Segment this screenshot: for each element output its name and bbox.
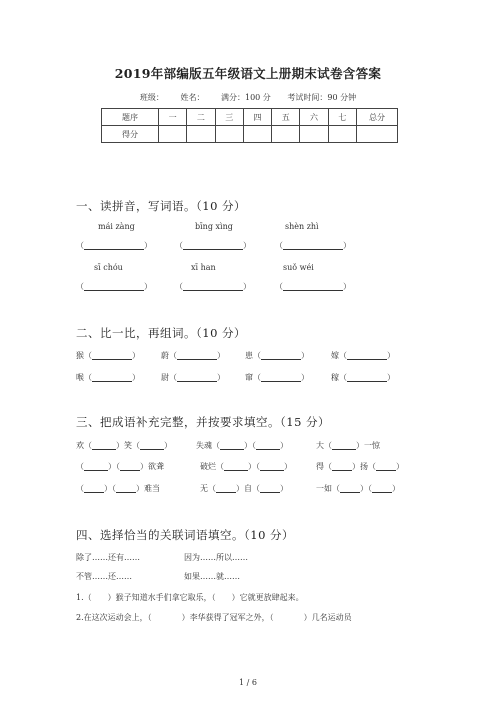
score-cell: 题序 (102, 109, 159, 126)
word-pair-item[interactable]: 稼（ ） (331, 373, 395, 382)
section-3-heading: 三、把成语补充完整，并按要求填空。（15 分） (76, 415, 331, 429)
full-score: 满分：100 分 (221, 93, 271, 102)
section-1-heading: 一、读拼音，写词语。（10 分） (76, 199, 247, 213)
section-4-heading: 四、选择恰当的关联词语填空。（10 分） (76, 528, 295, 542)
idiom-text: 欢 (76, 441, 84, 450)
conjunction-option: 除了……还有…… (76, 553, 140, 562)
word-pair-item[interactable]: 喉（ ） (76, 373, 140, 382)
idiom-item[interactable]: （ ）（ ）欲聋 (76, 462, 164, 471)
score-input-cell[interactable] (187, 126, 215, 143)
question-number: 2. (76, 613, 84, 622)
question-2[interactable]: 2.在这次运动会上，（ ）李华获得了冠军之外，（ ）几名运动员 (76, 613, 352, 622)
idiom-text: 一惊 (364, 441, 380, 450)
word-pair-item[interactable]: 患（ ） (245, 351, 309, 360)
score-input-cell[interactable] (328, 126, 356, 143)
idiom-text: 笑 (124, 441, 132, 450)
score-cell: 四 (243, 109, 271, 126)
word-pair-item[interactable]: 蔚（ ） (161, 351, 225, 360)
page-number: 1 / 6 (239, 678, 257, 687)
char: 窜 (245, 373, 253, 382)
score-cell: 五 (272, 109, 300, 126)
char: 蔚 (161, 351, 169, 360)
char: 猴 (76, 351, 84, 360)
idiom-text: 自 (244, 484, 252, 493)
char: 嫁 (331, 351, 339, 360)
word-pair-item[interactable]: 尉（ ） (161, 373, 225, 382)
question-text: 它就更放肆起来。 (239, 593, 304, 602)
pinyin-label: suǒ wéi (283, 263, 314, 272)
char: 患 (245, 351, 253, 360)
conjunction-option: 如果……就…… (184, 572, 240, 581)
score-input-cell[interactable] (357, 126, 398, 143)
exam-meta (0, 92, 496, 103)
char: 尉 (161, 373, 169, 382)
idiom-item[interactable]: 欢（ ）笑（ ） (76, 441, 172, 450)
answer-blank[interactable]: （ ） (175, 241, 251, 250)
question-text: 几名运动员 (311, 613, 352, 622)
word-pair-item[interactable]: 猴（ ） (76, 351, 140, 360)
section-2-heading: 二、比一比，再组词。（10 分） (76, 326, 247, 340)
idiom-text: 得 (316, 462, 324, 471)
pinyin-label: mái zàng (98, 222, 135, 231)
idiom-text: 大 (316, 441, 324, 450)
idiom-item[interactable]: 一如（ ）（ ） (316, 484, 400, 493)
idiom-text: 扬 (360, 462, 368, 471)
idiom-item[interactable]: 破烂（ ）（ ） (200, 462, 292, 471)
score-input-cell[interactable] (243, 126, 271, 143)
conjunction-option: 因为……所以…… (184, 553, 248, 562)
answer-blank[interactable]: （ ） (275, 282, 351, 291)
score-cell: 六 (300, 109, 328, 126)
score-table-header-row (102, 109, 398, 126)
pinyin-label: xī han (191, 263, 216, 272)
page-title: 2019年部编版五年级语文上册期末试卷含答案 (114, 66, 382, 81)
pinyin-label: sī chóu (94, 263, 123, 272)
idiom-text: 失魂 (196, 441, 212, 450)
char: 喉 (76, 373, 84, 382)
score-input-cell[interactable] (300, 126, 328, 143)
question-text: 猴子知道水手们拿它取乐， (115, 593, 212, 602)
score-cell: 七 (328, 109, 356, 126)
score-cell: 三 (215, 109, 243, 126)
score-input-cell[interactable] (272, 126, 300, 143)
score-table (101, 108, 398, 143)
question-1[interactable]: 1.（ ）猴子知道水手们拿它取乐，（ ）它就更放肆起来。 (76, 593, 304, 602)
score-input-cell[interactable] (159, 126, 187, 143)
idiom-item[interactable]: 无（ ）自（ ） (200, 484, 288, 493)
idiom-text: 欲聋 (148, 462, 164, 471)
idiom-item[interactable]: （ ）（ ）难当 (76, 484, 160, 493)
conjunction-option: 不管……还…… (76, 572, 132, 581)
word-pair-item[interactable]: 窜（ ） (245, 373, 309, 382)
score-cell: 二 (187, 109, 215, 126)
idiom-text: 难当 (144, 484, 160, 493)
answer-blank[interactable]: （ ） (175, 282, 251, 291)
score-table-score-row (102, 126, 398, 143)
score-cell: 总分 (357, 109, 398, 126)
answer-blank[interactable]: （ ） (76, 282, 152, 291)
name-label: 姓名： (180, 93, 205, 102)
idiom-text: 破烂 (200, 462, 216, 471)
exam-time: 考试时间：90 分钟 (287, 93, 357, 102)
score-input-cell[interactable] (215, 126, 243, 143)
score-cell: 得分 (102, 126, 159, 143)
answer-blank[interactable]: （ ） (275, 241, 351, 250)
question-text: 李华获得了冠军之外， (189, 613, 270, 622)
idiom-item[interactable]: 大（ ）一惊 (316, 441, 380, 450)
word-pair-item[interactable]: 嫁（ ） (331, 351, 395, 360)
idiom-text: 无 (200, 484, 208, 493)
idiom-item[interactable]: 得（ ）扬（ ） (316, 462, 404, 471)
idiom-text: 一如 (316, 484, 332, 493)
class-label: 班级： (139, 93, 164, 102)
answer-blank[interactable]: （ ） (76, 241, 152, 250)
question-text: 在这次运动会上， (83, 613, 148, 622)
pinyin-label: bīng xìng (195, 222, 233, 231)
char: 稼 (331, 373, 339, 382)
question-number: 1. (76, 593, 84, 602)
score-cell: 一 (159, 109, 187, 126)
pinyin-label: shèn zhì (285, 222, 319, 231)
idiom-item[interactable]: 失魂（ ）（ ） (196, 441, 288, 450)
